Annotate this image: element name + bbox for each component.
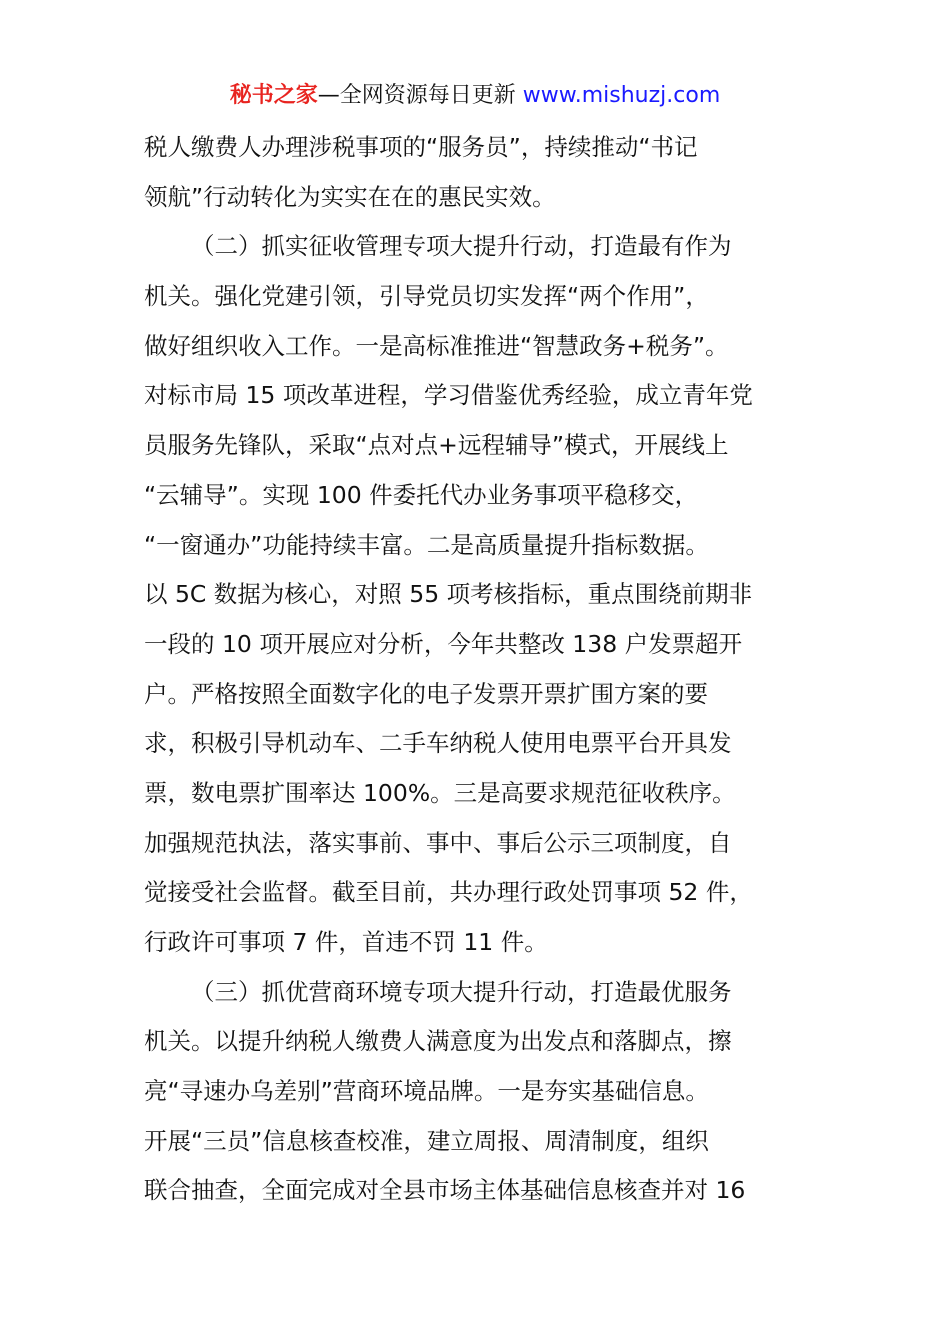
text-line: “一窗通办”功能持续丰富。二是高质量提升指标数据。 xyxy=(144,530,709,559)
text-line: 开展“三员”信息核查校准，建立周报、周清制度，组织 xyxy=(144,1126,709,1155)
text-line: 一段的 10 项开展应对分析，今年共整改 138 户发票超开 xyxy=(144,629,743,658)
brand-name: 秘书之家 xyxy=(229,83,318,108)
text-line: 户。严格按照全面数字化的电子发票开票扩围方案的要 xyxy=(144,679,708,708)
text-line: “云辅导”。实现 100 件委托代办业务事项平稳移交， xyxy=(144,480,699,509)
header-tagline: —全网资源每日更新 xyxy=(317,83,523,108)
text-line: 票，数电票扩围率达 100%。三是高要求规范征收秩序。 xyxy=(144,778,736,807)
text-line: 领航”行动转化为实实在在的惠民实效。 xyxy=(144,182,556,211)
site-url-link[interactable]: www.mishuzj.com xyxy=(522,83,721,108)
text-line: 行政许可事项 7 件，首违不罚 11 件。 xyxy=(144,928,548,956)
text-line: 联合抽查，全面完成对全县市场主体基础信息核查并对 16 xyxy=(144,1176,746,1205)
text-line: 对标市局 15 项改革进程，学习借鉴优秀经验，成立青年党 xyxy=(144,381,753,410)
text-line: 加强规范执法，落实事前、事中、事后公示三项制度，自 xyxy=(144,828,732,857)
text-line: 亮“寻速办乌差别”营商环境品牌。一是夯实基础信息。 xyxy=(144,1077,709,1106)
text-line: 觉接受社会监督。截至目前，共办理行政处罚事项 52 件， xyxy=(144,878,753,907)
text-line: 求，积极引导机动车、二手车纳税人使用电票平台开具发 xyxy=(144,729,732,758)
text-line: 税人缴费人办理涉税事项的“服务员”，持续推动“书记 xyxy=(144,133,698,161)
text-line: 机关。以提升纳税人缴费人满意度为出发点和落脚点，擦 xyxy=(144,1027,732,1056)
site-header xyxy=(0,80,950,112)
section-heading-line: （三）抓优营商环境专项大提升行动，打造最优服务 xyxy=(191,977,732,1006)
text-line: 机关。强化党建引领，引导党员切实发挥“两个作用”， xyxy=(144,282,709,311)
text-line: 以 5C 数据为核心，对照 55 项考核指标，重点围绕前期非 xyxy=(144,580,753,609)
text-line: 做好组织收入工作。一是高标准推进“智慧政务+税务”。 xyxy=(144,331,729,360)
document-body xyxy=(144,123,814,1216)
text-line: 员服务先锋队，采取“点对点+远程辅导”模式，开展线上 xyxy=(144,431,729,460)
section-heading-line: （二）抓实征收管理专项大提升行动，打造最有作为 xyxy=(191,232,732,261)
